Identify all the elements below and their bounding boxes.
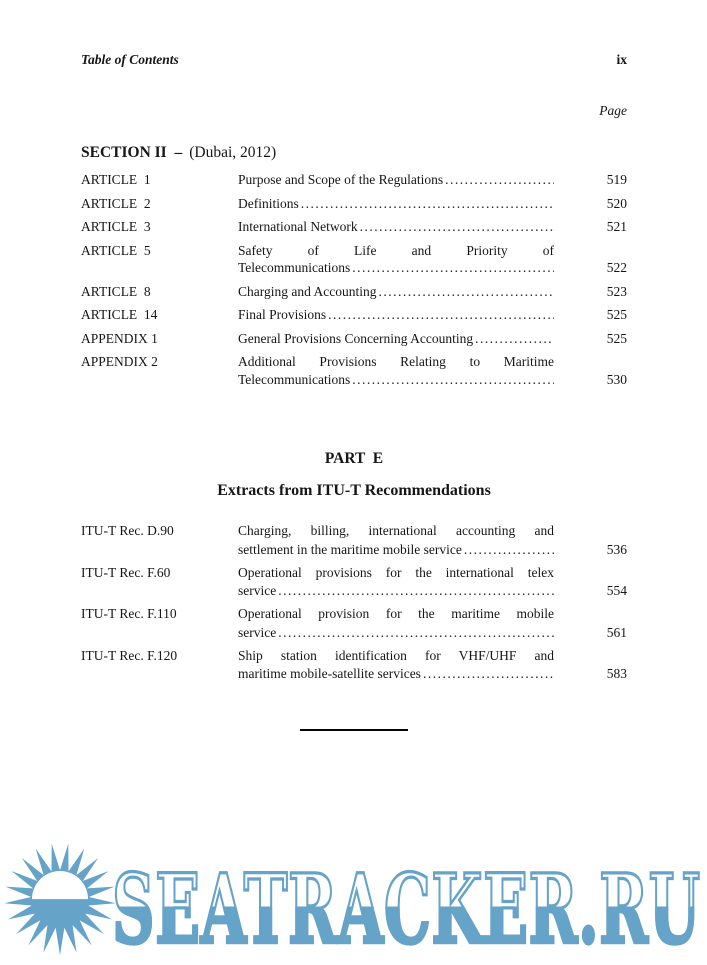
toc-entry-text: service	[238, 583, 277, 598]
end-divider	[300, 729, 408, 731]
running-header	[81, 52, 627, 67]
dot-leader	[328, 306, 554, 324]
toc-page-number: 523	[606, 283, 627, 299]
toc-page-number: 525	[606, 307, 627, 322]
toc-row	[81, 605, 627, 642]
toc-row	[81, 330, 627, 348]
toc-page-number: 536	[606, 541, 627, 557]
watermark	[0, 839, 707, 965]
toc-page-number: 525	[606, 330, 627, 346]
sun-icon	[2, 843, 118, 959]
toc-page-number: 561	[606, 624, 627, 640]
toc-page-number: 521	[606, 219, 627, 234]
toc-entry-text: settlement in the maritime mobile service	[238, 541, 462, 557]
toc-entry-text: International Network	[238, 219, 358, 234]
toc-page-number: 530	[606, 371, 627, 387]
toc-page-number: 522	[606, 260, 627, 275]
toc-entry-text: Ship station identification for VHF/UHF and	[238, 647, 554, 663]
section-heading-bold: SECTION II –	[81, 144, 183, 161]
toc-entry-text: Definitions	[238, 195, 299, 211]
dot-leader	[301, 195, 554, 213]
toc-entry-text: maritime mobile-satellite services	[238, 666, 421, 681]
watermark-text: SEATRACKER.RU	[112, 853, 701, 965]
toc-entry-text: Charging, billing, international accounting and	[238, 523, 554, 538]
toc-entry-title	[238, 353, 554, 388]
toc-entry-text: Telecommunications	[238, 371, 351, 387]
toc-entry-text: Safety of Life and Priority of	[238, 242, 554, 258]
toc-entry-label: ARTICLE 5	[81, 242, 151, 258]
toc-entry-title	[238, 605, 554, 642]
toc-entry-text: Telecommunications	[238, 260, 351, 275]
toc-row	[81, 564, 627, 601]
dot-leader	[352, 371, 554, 389]
dot-leader	[475, 330, 554, 348]
toc-entry-title	[238, 306, 554, 324]
toc-entry-label: ARTICLE 8	[81, 283, 151, 299]
toc-entry-text: Operational provision for the maritime mobile	[238, 606, 554, 621]
toc-page-number: 554	[606, 583, 627, 598]
toc-row	[81, 171, 627, 189]
toc-entry-title	[238, 171, 554, 189]
section-heading	[81, 143, 627, 162]
toc-entry-label: ITU-T Rec. F.120	[81, 647, 178, 663]
toc-entry-label: ARTICLE 2	[81, 195, 151, 211]
page-column-label: Page	[599, 103, 627, 118]
toc-entry-label: APPENDIX 1	[81, 330, 158, 346]
dot-leader	[378, 283, 554, 301]
dot-leader	[278, 624, 554, 643]
toc-entry-label: ARTICLE 14	[81, 307, 158, 322]
dot-leader	[423, 665, 554, 684]
section-heading-regular: (Dubai, 2012)	[189, 144, 277, 161]
toc-entry-title	[238, 647, 554, 684]
toc-row	[81, 306, 627, 324]
running-header-title: Table of Contents	[81, 52, 179, 67]
toc-entry-title	[238, 330, 554, 348]
toc-entry-title	[238, 283, 554, 301]
dot-leader	[278, 582, 554, 601]
part-e-heading: PART E	[324, 450, 384, 467]
toc-entry-label: ARTICLE 1	[81, 172, 151, 187]
dot-leader	[352, 259, 554, 277]
part-e-subheading: Extracts from ITU-T Recommendations	[217, 482, 491, 499]
toc-page-number: 520	[606, 195, 627, 211]
toc-row	[81, 522, 627, 559]
dot-leader	[360, 218, 554, 236]
toc-entry-text: Charging and Accounting	[238, 283, 377, 299]
toc-entry-title	[238, 242, 554, 277]
toc-row	[81, 647, 627, 684]
toc-row	[81, 283, 627, 301]
toc-entry-title	[238, 195, 554, 213]
toc-entry-text: service	[238, 624, 277, 640]
toc-page-number: 519	[606, 172, 627, 187]
toc-entry-label: APPENDIX 2	[81, 354, 158, 369]
toc-entry-label: ITU-T Rec. F.110	[81, 606, 177, 621]
toc-row	[81, 218, 627, 236]
toc-entry-title	[238, 522, 554, 559]
toc-entry-text: General Provisions Concerning Accounting	[238, 330, 474, 346]
part-e-toc	[81, 522, 627, 684]
section2-toc	[81, 171, 627, 388]
toc-entry-text: Operational provisions for the international telex	[238, 564, 554, 580]
toc-entry-label: ARTICLE 3	[81, 219, 151, 234]
dot-leader	[464, 541, 554, 560]
toc-entry-text: Purpose and Scope of the Regulations	[238, 172, 444, 187]
toc-entry-label: ITU-T Rec. F.60	[81, 564, 171, 580]
toc-row	[81, 353, 627, 388]
toc-page-number: 583	[606, 666, 627, 681]
toc-row	[81, 195, 627, 213]
toc-entry-text: Final Provisions	[238, 307, 327, 322]
toc-entry-text: Additional Provisions Relating to Maritime	[238, 354, 554, 369]
page-content	[81, 0, 627, 731]
toc-entry-label: ITU-T Rec. D.90	[81, 523, 174, 538]
page-number: ix	[616, 52, 627, 67]
toc-entry-title	[238, 218, 554, 236]
toc-row	[81, 242, 627, 277]
toc-entry-title	[238, 564, 554, 601]
dot-leader	[445, 171, 554, 189]
